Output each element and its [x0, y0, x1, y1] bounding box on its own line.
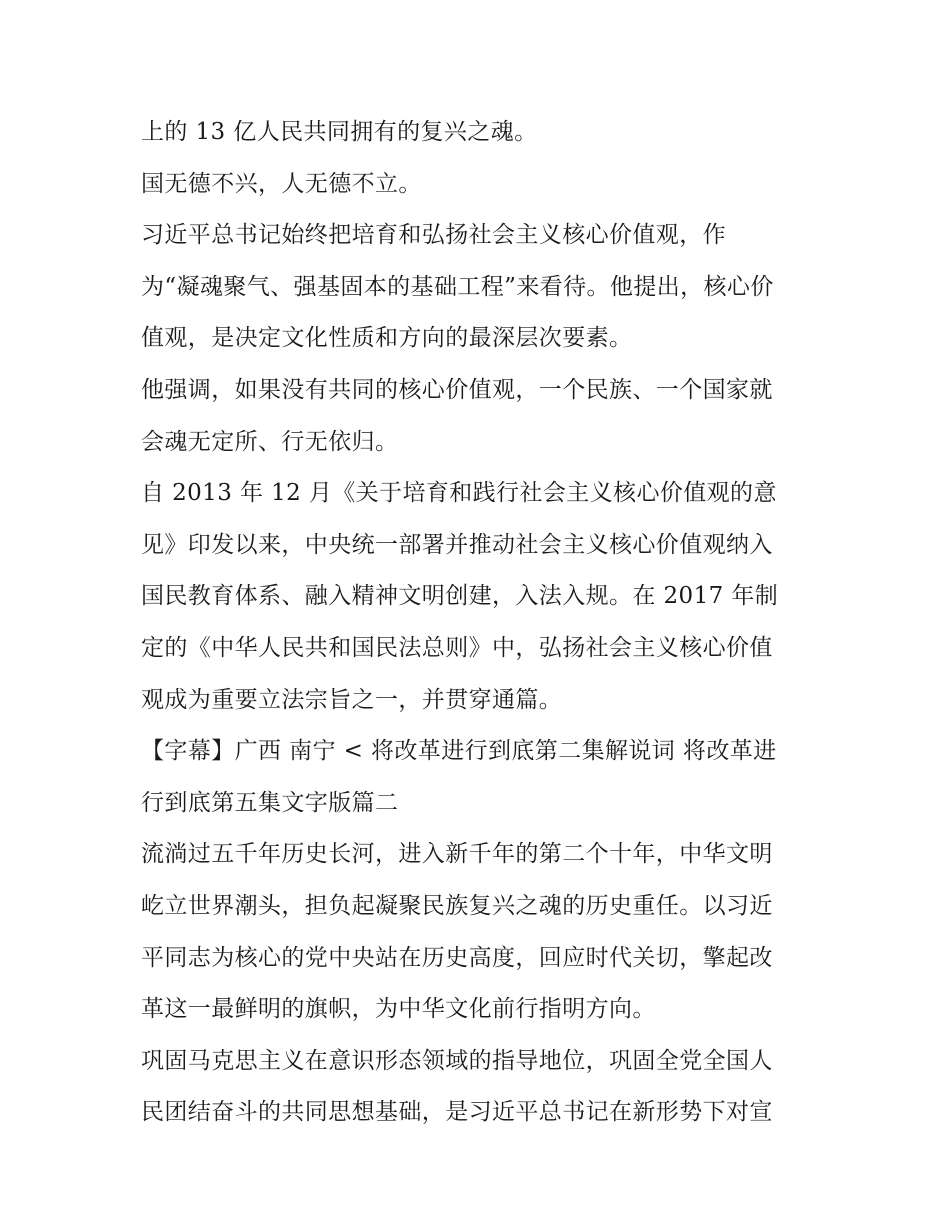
text-line: 屹立世界潮头，担负起凝聚民族复兴之魂的历史重任。以习近 — [141, 892, 773, 919]
text-line: 上的 13 亿人民共同拥有的复兴之魂。 — [141, 119, 538, 145]
text-line: 革这一最鲜明的旗帜，为中华文化前行指明方向。 — [141, 996, 656, 1023]
text-line: 他强调，如果没有共同的核心价值观，一个民族、一个国家就 — [141, 376, 773, 403]
body-text — [141, 107, 821, 1139]
text-line: 行到底第五集文字版篇二 — [141, 789, 399, 816]
text-line: 值观，是决定文化性质和方向的最深层次要素。 — [141, 325, 633, 352]
text-line: 见》印发以来，中央统一部署并推动社会主义核心价值观纳入 — [141, 531, 773, 558]
text-line: 定的《中华人民共和国民法总则》中，弘扬社会主义核心价值 — [141, 634, 773, 661]
text-line: 【字幕】广西 南宁 < 将改革进行到底第二集解说词 将改革进 — [141, 738, 777, 765]
text-line: 国民教育体系、融入精神文明创建，入法入规。在 2017 年制 — [141, 583, 779, 610]
text-line: 民团结奋斗的共同思想基础，是习近平总书记在新形势下对宣 — [141, 1099, 773, 1126]
text-line: 流淌过五千年历史长河，进入新千年的第二个十年，中华文明 — [141, 841, 773, 868]
text-line: 自 2013 年 12 月《关于培育和践行社会主义核心价值观的意 — [141, 480, 777, 507]
text-line: 为“凝魂聚气、强基固本的基础工程”来看待。他提出，核心价 — [141, 273, 774, 300]
text-line: 巩固马克思主义在意识形态领域的指导地位，巩固全党全国人 — [141, 1047, 773, 1074]
text-line: 平同志为核心的党中央站在历史高度，回应时代关切，擎起改 — [141, 944, 773, 971]
text-line: 习近平总书记始终把培育和弘扬社会主义核心价值观，作 — [141, 222, 726, 249]
text-line: 国无德不兴，人无德不立。 — [141, 170, 422, 197]
text-line: 观成为重要立法宗旨之一，并贯穿通篇。 — [141, 686, 563, 713]
text-line: 会魂无定所、行无依归。 — [141, 428, 399, 455]
